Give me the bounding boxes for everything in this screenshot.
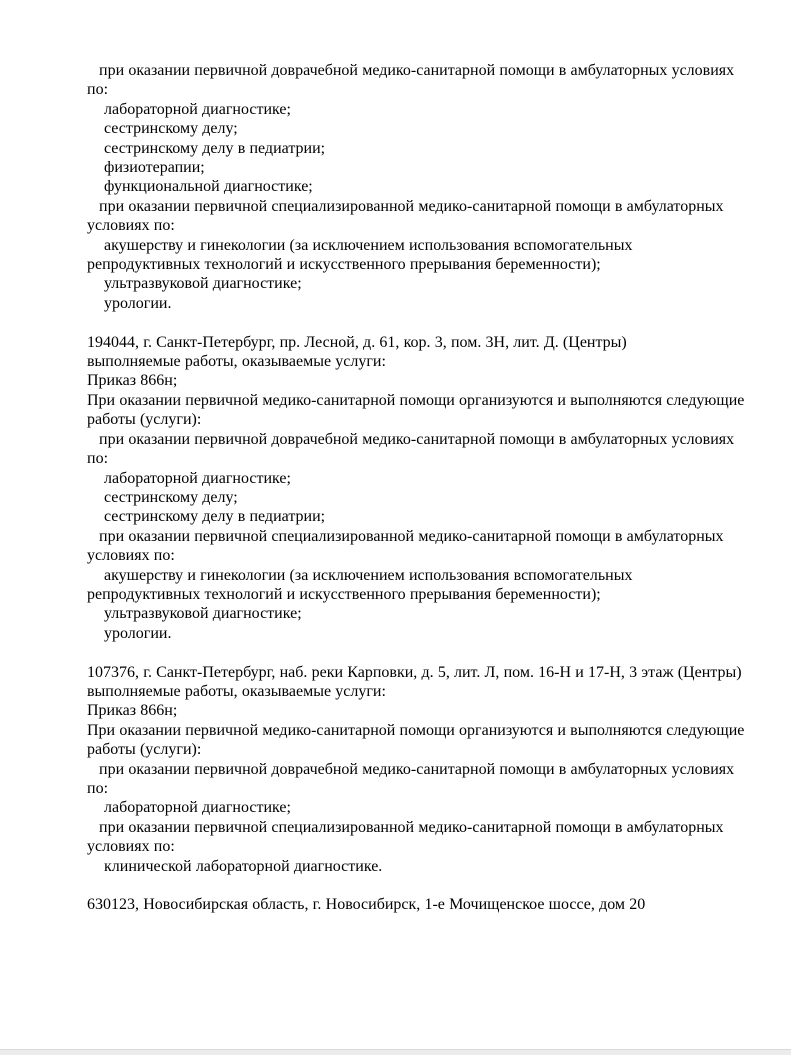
license-works-section <box>87 61 745 313</box>
address-line: 107376, г. Санкт-Петербург, наб. реки Карповки, д. 5, лит. Л, пом. 16-Н и 17-Н, 3 этаж (Центры) <box>87 663 742 681</box>
paragraph: При оказании первичной медико-санитарной помощи организуются и выполняются следующие работы (услуги): <box>87 391 745 429</box>
service-item: акушерству и гинекологии (за исключением использования вспомогательных репродуктивных технологий и искусственного прерывания беременности); <box>87 236 633 274</box>
service-item: ультразвуковой диагностике; <box>104 605 302 623</box>
paragraph: при оказании первичной доврачебной медико-санитарной помощи в амбулаторных условиях по: <box>87 62 735 99</box>
service-item: клинической лабораторной диагностике. <box>104 857 383 875</box>
paragraph: Приказ 866н; <box>87 702 178 720</box>
service-item: лабораторной диагностике; <box>104 100 291 118</box>
service-item: сестринскому делу в педиатрии; <box>104 139 326 157</box>
service-item: сестринскому делу в педиатрии; <box>104 508 326 526</box>
service-item: акушерству и гинекологии (за исключением использования вспомогательных репродуктивных технологий и искусственного прерывания беременности); <box>87 566 633 603</box>
license-address-section <box>87 663 745 876</box>
paragraph: при оказании первичной доврачебной медико-санитарной помощи в амбулаторных условиях по: <box>87 760 735 797</box>
service-item: ультразвуковой диагностике; <box>104 275 302 293</box>
address-line: 630123, Новосибирская область, г. Новосибирск, 1-е Мочищенское шоссе, дом 20 <box>87 896 646 914</box>
license-address-section <box>87 333 745 644</box>
address-line: 194044, г. Санкт-Петербург, пр. Лесной, д. 61, кор. 3, пом. 3Н, лит. Д. (Центры) <box>87 333 627 351</box>
service-item: физиотерапии; <box>104 159 205 177</box>
service-item: урологии. <box>104 624 172 642</box>
service-item: сестринскому делу; <box>104 120 238 138</box>
page-bottom-edge <box>0 1049 791 1055</box>
service-item: лабораторной диагностике; <box>104 469 291 487</box>
service-item: функциональной диагностике; <box>104 178 313 196</box>
paragraph: при оказании первичной специализированной медико-санитарной помощи в амбулаторных условиях по: <box>87 527 724 565</box>
paragraph: при оказании первичной доврачебной медико-санитарной помощи в амбулаторных условиях по: <box>87 430 735 468</box>
paragraph: выполняемые работы, оказываемые услуги: <box>87 682 386 700</box>
paragraph: выполняемые работы, оказываемые услуги: <box>87 353 386 371</box>
paragraph: При оказании первичной медико-санитарной помощи организуются и выполняются следующие работы (услуги): <box>87 721 745 759</box>
license-address-section <box>87 895 745 914</box>
paragraph: Приказ 866н; <box>87 372 178 390</box>
service-item: лабораторной диагностике; <box>104 799 291 817</box>
paragraph: при оказании первичной специализированной медико-санитарной помощи в амбулаторных условиях по: <box>87 197 724 235</box>
paragraph: при оказании первичной специализированной медико-санитарной помощи в амбулаторных условиях по: <box>87 818 724 856</box>
service-item: урологии. <box>104 294 172 312</box>
service-item: сестринскому делу; <box>104 488 238 506</box>
